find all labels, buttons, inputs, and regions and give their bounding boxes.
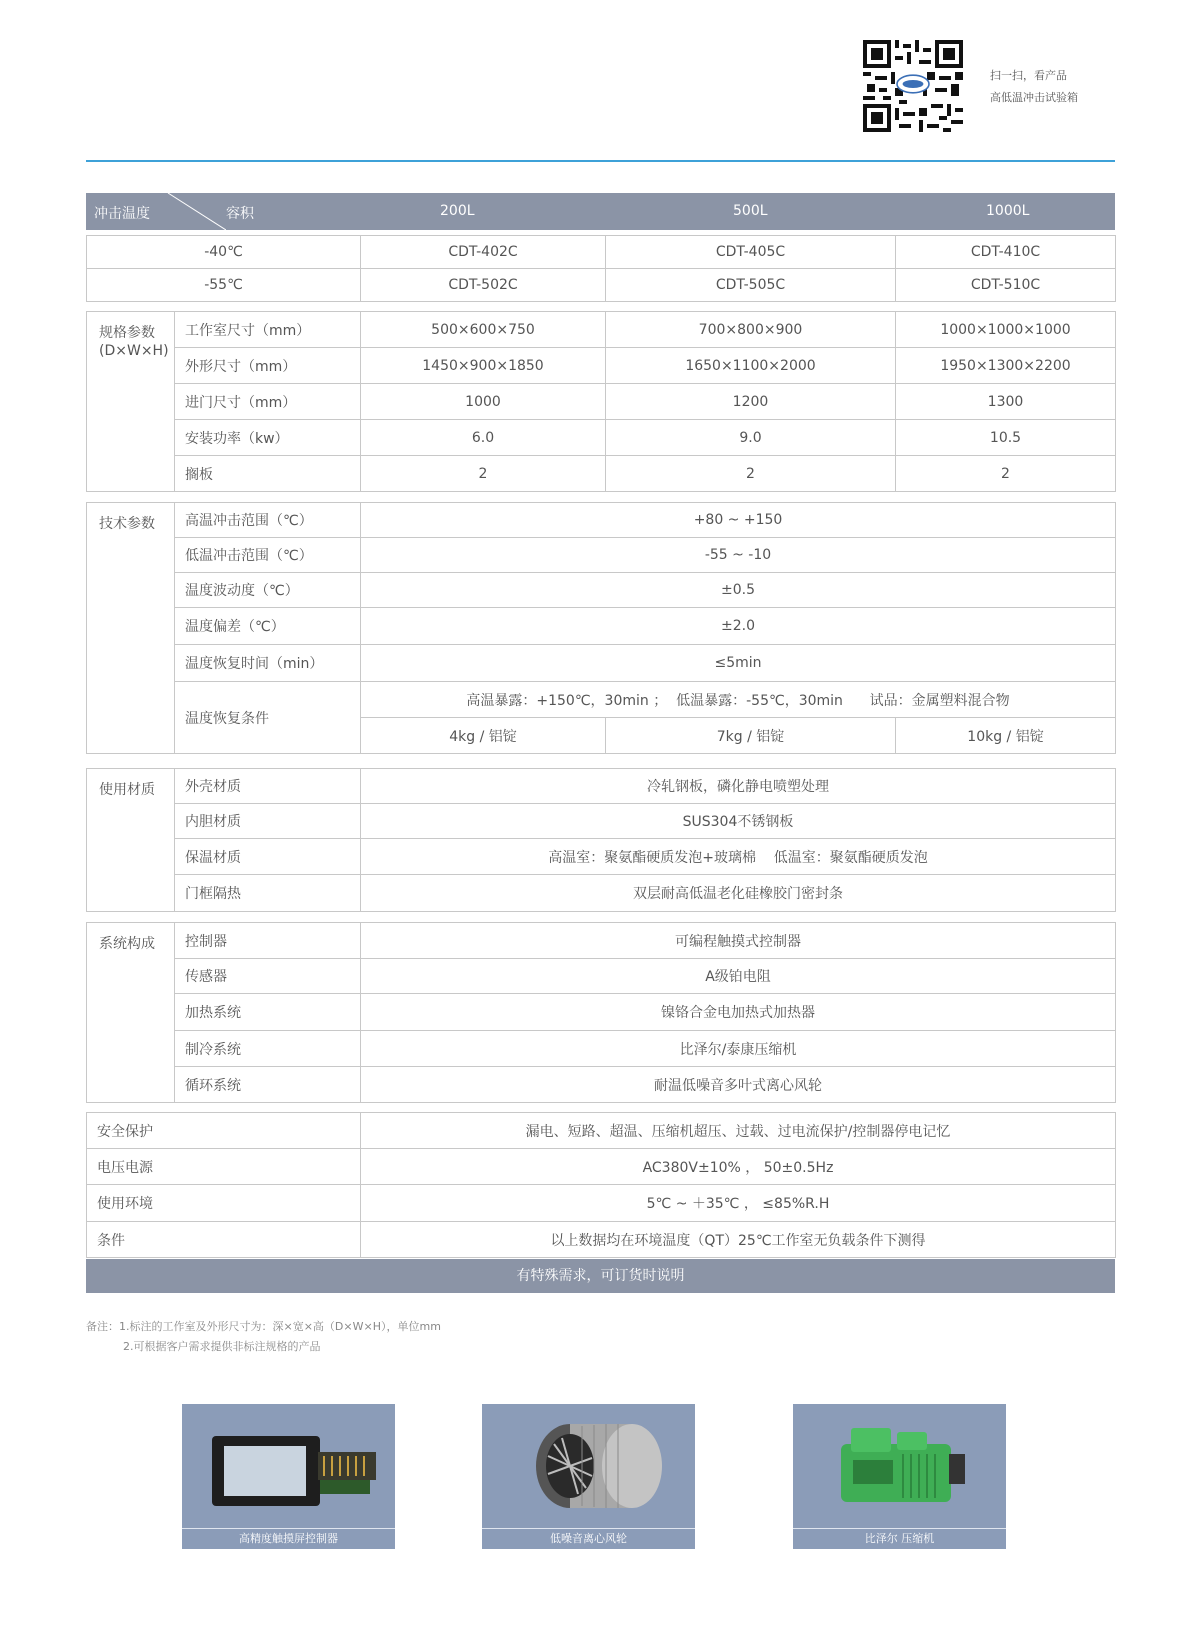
table-row (87, 769, 1116, 804)
row-label: 工作室尺寸（mm） (175, 312, 361, 348)
model-cell: CDT-502C (361, 269, 606, 302)
table-row (87, 503, 1116, 538)
special-request-bar: 有特殊需求，可订货时说明 (86, 1259, 1115, 1293)
value-cell: 1000 (361, 384, 606, 420)
value-cell: 2 (361, 456, 606, 492)
table-row (87, 1067, 1116, 1103)
value-cell: 700×800×900 (606, 312, 896, 348)
table-row (87, 1113, 1116, 1149)
table-row (87, 269, 1116, 302)
centrifugal-fan-icon (482, 1404, 695, 1529)
qr-code (863, 40, 963, 132)
value-cell: 镍铬合金电加热式加热器 (361, 994, 1116, 1031)
row-label: 制冷系统 (175, 1031, 361, 1067)
note-line: 备注：1.标注的工作室及外形尺寸为：深×宽×高（D×W×H），单位mm (86, 1320, 441, 1333)
system-group-label: 系统构成 (87, 923, 175, 1103)
value-cell: 可编程触摸式控制器 (361, 923, 1116, 959)
header-col-200l: 200L (440, 203, 475, 219)
value-cell: 双层耐高低温老化硅橡胶门密封条 (361, 875, 1116, 912)
table-row (87, 682, 1116, 718)
row-label: 进门尺寸（mm） (175, 384, 361, 420)
value-cell: 高温室：聚氨酯硬质发泡+玻璃棉 低温室：聚氨酯硬质发泡 (361, 839, 1116, 875)
table-row (87, 923, 1116, 959)
load-cell: 4kg / 铝锭 (361, 718, 606, 754)
value-cell: 1200 (606, 384, 896, 420)
value-cell: AC380V±10% ， 50±0.5Hz (361, 1149, 1116, 1185)
header-col-label: 容积 (226, 206, 254, 222)
product-caption: 比泽尔 压缩机 (793, 1528, 1006, 1549)
table-row (87, 384, 1116, 420)
row-label: 加热系统 (175, 994, 361, 1031)
table-row (87, 875, 1116, 912)
qr-caption-line1: 扫一扫，看产品 (990, 69, 1067, 82)
model-cell: CDT-410C (896, 236, 1116, 269)
table-row (87, 994, 1116, 1031)
product-card-fan (482, 1404, 695, 1549)
load-cell: 7kg / 铝锭 (606, 718, 896, 754)
material-group-label: 使用材质 (87, 769, 175, 912)
row-label: 安全保护 (87, 1113, 361, 1149)
value-cell: 6.0 (361, 420, 606, 456)
value-cell: 2 (896, 456, 1116, 492)
value-cell: 冷轧钢板，磷化静电喷塑处理 (361, 769, 1116, 804)
product-card-compressor (793, 1404, 1006, 1549)
row-label: 低温冲击范围（℃） (175, 538, 361, 573)
model-cell: CDT-402C (361, 236, 606, 269)
material-table (86, 768, 1116, 912)
spec-table (86, 311, 1116, 492)
value-cell: 1300 (896, 384, 1116, 420)
misc-table (86, 1112, 1116, 1258)
value-cell: 1950×1300×2200 (896, 348, 1116, 384)
value-cell: +80 ~ +150 (361, 503, 1116, 538)
value-cell: SUS304不锈钢板 (361, 804, 1116, 839)
model-cell: CDT-405C (606, 236, 896, 269)
value-cell: ±0.5 (361, 573, 1116, 608)
header-rule (86, 160, 1115, 162)
row-label: 条件 (87, 1222, 361, 1258)
tech-table (86, 502, 1116, 754)
row-label: 温度恢复条件 (175, 682, 361, 754)
value-cell: A级铂电阻 (361, 959, 1116, 994)
tech-group-label: 技术参数 (87, 503, 175, 754)
row-label: 传感器 (175, 959, 361, 994)
row-label: 循环系统 (175, 1067, 361, 1103)
value-cell: 漏电、短路、超温、压缩机超压、过载、过电流保护/控制器停电记忆 (361, 1113, 1116, 1149)
temp-cell: -55℃ (87, 269, 361, 302)
value-cell: 1450×900×1850 (361, 348, 606, 384)
row-label: 温度恢复时间（min） (175, 645, 361, 682)
table-row (87, 839, 1116, 875)
load-cell: 10kg / 铝锭 (896, 718, 1116, 754)
product-caption: 低噪音离心风轮 (482, 1528, 695, 1549)
value-cell: 耐温低噪音多叶式离心风轮 (361, 1067, 1116, 1103)
recovery-condition: 高温暴露：+150℃，30min ； 低温暴露：-55℃，30min 试品：金属塑料混合物 (361, 682, 1116, 718)
compressor-icon (793, 1404, 1006, 1529)
row-label: 高温冲击范围（℃） (175, 503, 361, 538)
value-cell: -55 ~ -10 (361, 538, 1116, 573)
table-row (87, 1031, 1116, 1067)
row-label: 保温材质 (175, 839, 361, 875)
row-label: 内胆材质 (175, 804, 361, 839)
value-cell: ≤5min (361, 645, 1116, 682)
row-label: 使用环境 (87, 1185, 361, 1222)
table-row (87, 420, 1116, 456)
row-label: 温度波动度（℃） (175, 573, 361, 608)
row-label: 外形尺寸（mm） (175, 348, 361, 384)
system-table (86, 922, 1116, 1103)
model-cell: CDT-505C (606, 269, 896, 302)
value-cell: 5℃ ~ ＋35℃ ， ≤85%R.H (361, 1185, 1116, 1222)
row-label: 搁板 (175, 456, 361, 492)
qr-caption (990, 65, 1078, 109)
table-row (87, 1222, 1116, 1258)
row-label: 控制器 (175, 923, 361, 959)
touchscreen-controller-icon (182, 1404, 395, 1529)
temp-cell: -40℃ (87, 236, 361, 269)
table-row (87, 804, 1116, 839)
row-label: 安装功率（kw） (175, 420, 361, 456)
table-row (87, 573, 1116, 608)
notes (86, 1317, 441, 1357)
value-cell: 500×600×750 (361, 312, 606, 348)
row-label: 温度偏差（℃） (175, 608, 361, 645)
header-col-500l: 500L (733, 203, 768, 219)
value-cell: 1000×1000×1000 (896, 312, 1116, 348)
table-row (87, 1185, 1116, 1222)
note-line: 2.可根据客户需求提供非标注规格的产品 (123, 1340, 321, 1353)
table-row (87, 608, 1116, 645)
product-caption: 高精度触摸屏控制器 (182, 1528, 395, 1549)
table-row (87, 236, 1116, 269)
row-label: 外壳材质 (175, 769, 361, 804)
value-cell: 比泽尔/泰康压缩机 (361, 1031, 1116, 1067)
table-row (87, 959, 1116, 994)
header-col-1000l: 1000L (986, 203, 1030, 219)
header-row-label: 冲击温度 (94, 206, 150, 222)
row-label: 电压电源 (87, 1149, 361, 1185)
table-header (86, 193, 1115, 230)
table-row (87, 538, 1116, 573)
qr-caption-line2: 高低温冲击试验箱 (990, 91, 1078, 104)
product-card-controller (182, 1404, 395, 1549)
model-table (86, 235, 1116, 302)
table-row (87, 456, 1116, 492)
value-cell: 1650×1100×2000 (606, 348, 896, 384)
value-cell: 2 (606, 456, 896, 492)
value-cell: ±2.0 (361, 608, 1116, 645)
table-row (87, 312, 1116, 348)
row-label: 门框隔热 (175, 875, 361, 912)
model-cell: CDT-510C (896, 269, 1116, 302)
value-cell: 10.5 (896, 420, 1116, 456)
table-row (87, 1149, 1116, 1185)
value-cell: 以上数据均在环境温度（QT）25℃工作室无负载条件下测得 (361, 1222, 1116, 1258)
table-row (87, 645, 1116, 682)
value-cell: 9.0 (606, 420, 896, 456)
spec-group-label: 规格参数 (D×W×H) (87, 312, 175, 492)
table-row (87, 348, 1116, 384)
